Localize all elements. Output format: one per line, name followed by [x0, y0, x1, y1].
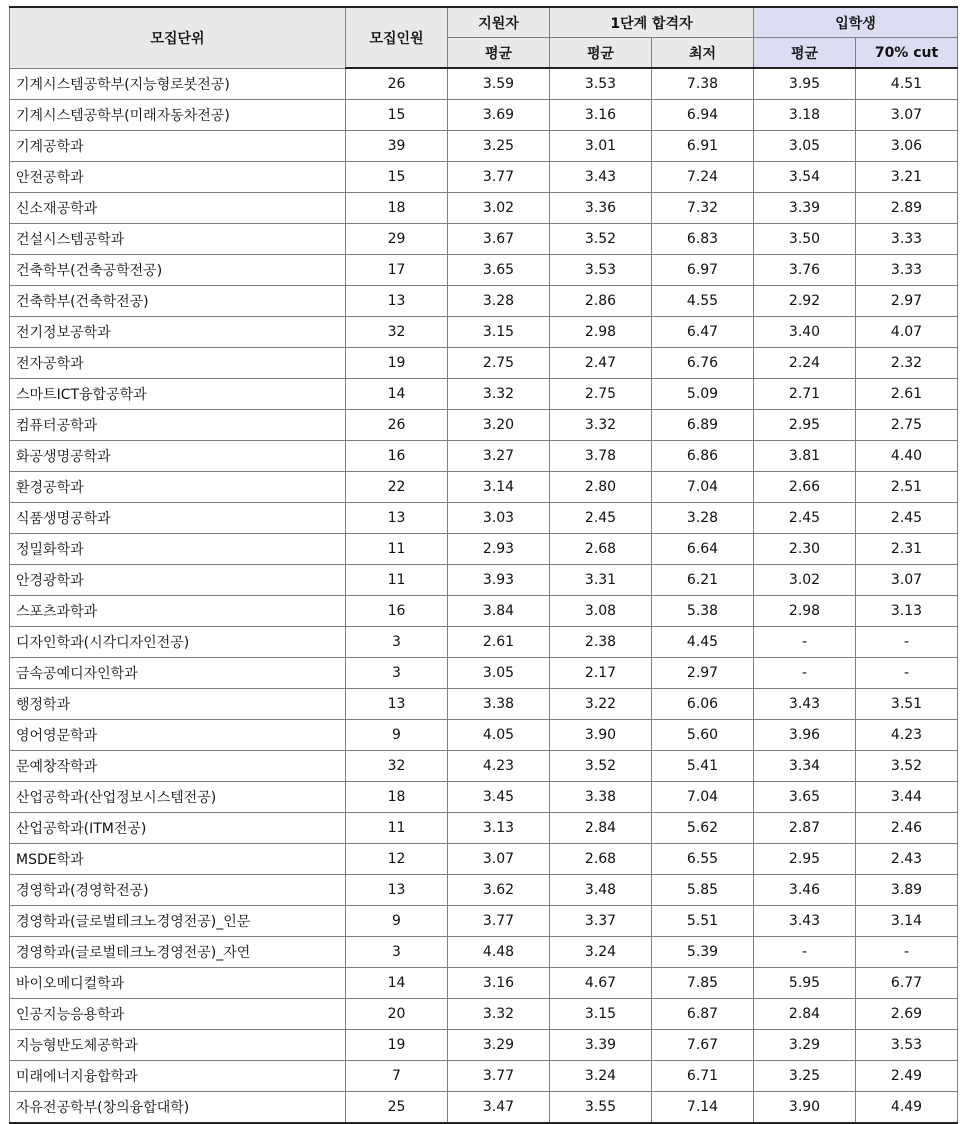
cell-first-stage-min: 7.04 — [652, 472, 754, 503]
cell-first-stage-min: 5.09 — [652, 379, 754, 410]
cell-unit: 건축학부(건축학전공) — [10, 286, 346, 317]
cell-first-stage-min: 6.47 — [652, 317, 754, 348]
cell-quota: 32 — [346, 751, 448, 782]
header-applicants: 지원자 — [448, 7, 550, 38]
table-row — [10, 596, 958, 627]
cell-entrants-avg: 3.29 — [754, 1030, 856, 1061]
cell-entrants-cut70: 6.77 — [856, 968, 958, 999]
cell-first-stage-min: 2.97 — [652, 658, 754, 689]
cell-quota: 3 — [346, 627, 448, 658]
cell-unit: 경영학과(경영학전공) — [10, 875, 346, 906]
cell-first-stage-min: 6.89 — [652, 410, 754, 441]
cell-first-stage-min: 6.76 — [652, 348, 754, 379]
cell-entrants-cut70: 3.44 — [856, 782, 958, 813]
cell-entrants-avg: 2.66 — [754, 472, 856, 503]
header-first-stage-min: 최저 — [652, 38, 754, 69]
table-row — [10, 503, 958, 534]
cell-entrants-avg: 3.50 — [754, 224, 856, 255]
cell-applicants-avg: 3.28 — [448, 286, 550, 317]
cell-first-stage-avg: 3.38 — [550, 782, 652, 813]
table-row — [10, 720, 958, 751]
cell-unit: 미래에너지융합학과 — [10, 1061, 346, 1092]
table-row — [10, 162, 958, 193]
cell-applicants-avg: 2.93 — [448, 534, 550, 565]
cell-first-stage-min: 7.04 — [652, 782, 754, 813]
cell-first-stage-min: 6.86 — [652, 441, 754, 472]
cell-entrants-avg: 3.95 — [754, 68, 856, 100]
cell-quota: 18 — [346, 782, 448, 813]
cell-applicants-avg: 4.48 — [448, 937, 550, 968]
cell-entrants-avg: 2.71 — [754, 379, 856, 410]
cell-entrants-avg: 2.98 — [754, 596, 856, 627]
cell-first-stage-min: 6.71 — [652, 1061, 754, 1092]
admissions-table-container — [9, 6, 957, 1124]
cell-quota: 11 — [346, 813, 448, 844]
cell-unit: 자유전공학부(창의융합대학) — [10, 1092, 346, 1124]
header-entrants-cut70: 70% cut — [856, 38, 958, 69]
cell-entrants-cut70: 3.13 — [856, 596, 958, 627]
cell-entrants-cut70: 2.46 — [856, 813, 958, 844]
table-row — [10, 131, 958, 162]
cell-entrants-avg: 2.24 — [754, 348, 856, 379]
cell-first-stage-avg: 3.53 — [550, 68, 652, 100]
cell-applicants-avg: 3.02 — [448, 193, 550, 224]
cell-applicants-avg: 3.67 — [448, 224, 550, 255]
cell-applicants-avg: 3.25 — [448, 131, 550, 162]
cell-entrants-cut70: 2.32 — [856, 348, 958, 379]
cell-first-stage-min: 7.24 — [652, 162, 754, 193]
cell-entrants-avg: 3.05 — [754, 131, 856, 162]
cell-first-stage-avg: 2.17 — [550, 658, 652, 689]
cell-unit: 환경공학과 — [10, 472, 346, 503]
cell-quota: 9 — [346, 906, 448, 937]
table-row — [10, 1061, 958, 1092]
cell-entrants-avg: 2.30 — [754, 534, 856, 565]
cell-quota: 26 — [346, 410, 448, 441]
cell-quota: 13 — [346, 503, 448, 534]
cell-first-stage-min: 7.14 — [652, 1092, 754, 1124]
cell-first-stage-avg: 2.84 — [550, 813, 652, 844]
cell-entrants-avg: 3.02 — [754, 565, 856, 596]
cell-first-stage-min: 7.32 — [652, 193, 754, 224]
cell-unit: 정밀화학과 — [10, 534, 346, 565]
table-row — [10, 627, 958, 658]
cell-applicants-avg: 3.93 — [448, 565, 550, 596]
cell-unit: MSDE학과 — [10, 844, 346, 875]
cell-first-stage-avg: 2.98 — [550, 317, 652, 348]
cell-unit: 인공지능응용학과 — [10, 999, 346, 1030]
cell-quota: 32 — [346, 317, 448, 348]
cell-first-stage-min: 5.85 — [652, 875, 754, 906]
cell-entrants-cut70: 4.51 — [856, 68, 958, 100]
cell-first-stage-avg: 3.43 — [550, 162, 652, 193]
cell-entrants-cut70: 3.33 — [856, 224, 958, 255]
cell-quota: 26 — [346, 68, 448, 100]
cell-unit: 안경광학과 — [10, 565, 346, 596]
cell-first-stage-avg: 3.52 — [550, 224, 652, 255]
cell-entrants-avg: 3.46 — [754, 875, 856, 906]
cell-quota: 16 — [346, 441, 448, 472]
cell-entrants-avg: - — [754, 937, 856, 968]
cell-entrants-avg: 2.95 — [754, 410, 856, 441]
table-row — [10, 348, 958, 379]
cell-first-stage-min: 7.85 — [652, 968, 754, 999]
cell-quota: 14 — [346, 968, 448, 999]
cell-unit: 지능형반도체공학과 — [10, 1030, 346, 1061]
cell-first-stage-avg: 3.24 — [550, 937, 652, 968]
cell-unit: 기계시스템공학부(미래자동차전공) — [10, 100, 346, 131]
cell-entrants-cut70: 3.33 — [856, 255, 958, 286]
cell-entrants-cut70: 2.45 — [856, 503, 958, 534]
cell-entrants-cut70: 2.89 — [856, 193, 958, 224]
cell-applicants-avg: 3.13 — [448, 813, 550, 844]
cell-entrants-avg: 2.92 — [754, 286, 856, 317]
cell-unit: 신소재공학과 — [10, 193, 346, 224]
cell-quota: 18 — [346, 193, 448, 224]
cell-applicants-avg: 3.14 — [448, 472, 550, 503]
cell-first-stage-avg: 2.75 — [550, 379, 652, 410]
cell-entrants-cut70: 4.40 — [856, 441, 958, 472]
cell-first-stage-min: 6.94 — [652, 100, 754, 131]
cell-first-stage-avg: 2.86 — [550, 286, 652, 317]
cell-quota: 3 — [346, 658, 448, 689]
cell-applicants-avg: 3.77 — [448, 1061, 550, 1092]
cell-entrants-avg: 3.40 — [754, 317, 856, 348]
cell-quota: 11 — [346, 565, 448, 596]
cell-first-stage-min: 5.41 — [652, 751, 754, 782]
cell-first-stage-avg: 3.90 — [550, 720, 652, 751]
cell-unit: 컴퓨터공학과 — [10, 410, 346, 441]
cell-entrants-avg: - — [754, 627, 856, 658]
cell-first-stage-avg: 3.78 — [550, 441, 652, 472]
cell-unit: 경영학과(글로벌테크노경영전공)_자연 — [10, 937, 346, 968]
cell-entrants-avg: 2.87 — [754, 813, 856, 844]
table-row — [10, 906, 958, 937]
cell-entrants-cut70: 3.53 — [856, 1030, 958, 1061]
cell-entrants-cut70: 2.31 — [856, 534, 958, 565]
cell-entrants-cut70: 2.49 — [856, 1061, 958, 1092]
cell-first-stage-min: 6.87 — [652, 999, 754, 1030]
cell-applicants-avg: 3.32 — [448, 999, 550, 1030]
table-header — [10, 7, 958, 68]
table-row — [10, 565, 958, 596]
cell-first-stage-min: 6.06 — [652, 689, 754, 720]
header-quota: 모집인원 — [346, 7, 448, 68]
cell-first-stage-avg: 3.55 — [550, 1092, 652, 1124]
cell-quota: 39 — [346, 131, 448, 162]
cell-first-stage-min: 4.55 — [652, 286, 754, 317]
cell-entrants-cut70: 3.21 — [856, 162, 958, 193]
cell-entrants-avg: 3.43 — [754, 906, 856, 937]
cell-first-stage-avg: 3.52 — [550, 751, 652, 782]
cell-unit: 문예창작학과 — [10, 751, 346, 782]
cell-first-stage-min: 5.60 — [652, 720, 754, 751]
cell-applicants-avg: 2.61 — [448, 627, 550, 658]
cell-entrants-cut70: 2.97 — [856, 286, 958, 317]
table-row — [10, 689, 958, 720]
cell-first-stage-avg: 3.22 — [550, 689, 652, 720]
table-row — [10, 286, 958, 317]
cell-applicants-avg: 3.77 — [448, 906, 550, 937]
cell-quota: 17 — [346, 255, 448, 286]
table-row — [10, 1092, 958, 1124]
table-body — [10, 68, 958, 1123]
cell-unit: 화공생명공학과 — [10, 441, 346, 472]
cell-entrants-avg: 3.43 — [754, 689, 856, 720]
cell-applicants-avg: 3.38 — [448, 689, 550, 720]
cell-applicants-avg: 3.20 — [448, 410, 550, 441]
table-row — [10, 317, 958, 348]
cell-quota: 15 — [346, 100, 448, 131]
cell-first-stage-avg: 3.31 — [550, 565, 652, 596]
cell-first-stage-avg: 2.80 — [550, 472, 652, 503]
cell-unit: 행정학과 — [10, 689, 346, 720]
cell-first-stage-avg: 2.47 — [550, 348, 652, 379]
table-row — [10, 441, 958, 472]
cell-first-stage-avg: 3.39 — [550, 1030, 652, 1061]
header-first-stage-avg: 평균 — [550, 38, 652, 69]
cell-entrants-avg: 2.84 — [754, 999, 856, 1030]
cell-entrants-avg: 3.65 — [754, 782, 856, 813]
cell-first-stage-min: 5.38 — [652, 596, 754, 627]
cell-unit: 디자인학과(시각디자인전공) — [10, 627, 346, 658]
cell-entrants-cut70: 3.89 — [856, 875, 958, 906]
cell-entrants-cut70: 4.07 — [856, 317, 958, 348]
cell-unit: 안전공학과 — [10, 162, 346, 193]
cell-entrants-avg: 3.39 — [754, 193, 856, 224]
header-entrants: 입학생 — [754, 7, 958, 38]
cell-applicants-avg: 3.69 — [448, 100, 550, 131]
cell-entrants-avg: 3.34 — [754, 751, 856, 782]
cell-entrants-cut70: 2.51 — [856, 472, 958, 503]
cell-entrants-avg: 2.95 — [754, 844, 856, 875]
cell-first-stage-min: 6.97 — [652, 255, 754, 286]
cell-entrants-avg: 2.45 — [754, 503, 856, 534]
table-row — [10, 472, 958, 503]
cell-first-stage-min: 5.39 — [652, 937, 754, 968]
cell-applicants-avg: 3.45 — [448, 782, 550, 813]
cell-applicants-avg: 3.62 — [448, 875, 550, 906]
cell-quota: 25 — [346, 1092, 448, 1124]
cell-entrants-avg: 3.18 — [754, 100, 856, 131]
cell-applicants-avg: 3.05 — [448, 658, 550, 689]
cell-entrants-cut70: - — [856, 937, 958, 968]
header-unit: 모집단위 — [10, 7, 346, 68]
cell-entrants-cut70: 2.43 — [856, 844, 958, 875]
cell-entrants-cut70: 3.06 — [856, 131, 958, 162]
cell-unit: 기계시스템공학부(지능형로봇전공) — [10, 68, 346, 100]
table-row — [10, 782, 958, 813]
cell-entrants-avg: 3.54 — [754, 162, 856, 193]
cell-quota: 16 — [346, 596, 448, 627]
cell-first-stage-min: 6.21 — [652, 565, 754, 596]
cell-quota: 14 — [346, 379, 448, 410]
cell-quota: 11 — [346, 534, 448, 565]
cell-applicants-avg: 3.77 — [448, 162, 550, 193]
cell-unit: 기계공학과 — [10, 131, 346, 162]
cell-unit: 금속공예디자인학과 — [10, 658, 346, 689]
cell-applicants-avg: 3.15 — [448, 317, 550, 348]
cell-first-stage-avg: 3.48 — [550, 875, 652, 906]
cell-quota: 13 — [346, 286, 448, 317]
cell-applicants-avg: 3.27 — [448, 441, 550, 472]
cell-quota: 13 — [346, 875, 448, 906]
cell-first-stage-avg: 2.45 — [550, 503, 652, 534]
table-row — [10, 813, 958, 844]
cell-applicants-avg: 3.32 — [448, 379, 550, 410]
cell-applicants-avg: 3.03 — [448, 503, 550, 534]
cell-unit: 전기정보공학과 — [10, 317, 346, 348]
cell-first-stage-avg: 3.32 — [550, 410, 652, 441]
cell-entrants-cut70: 3.14 — [856, 906, 958, 937]
cell-unit: 건설시스템공학과 — [10, 224, 346, 255]
cell-first-stage-min: 6.55 — [652, 844, 754, 875]
header-entrants-avg: 평균 — [754, 38, 856, 69]
cell-unit: 건축학부(건축공학전공) — [10, 255, 346, 286]
cell-entrants-cut70: - — [856, 627, 958, 658]
cell-applicants-avg: 3.07 — [448, 844, 550, 875]
cell-first-stage-avg: 2.68 — [550, 534, 652, 565]
cell-entrants-avg: - — [754, 658, 856, 689]
table-row — [10, 68, 958, 100]
cell-first-stage-avg: 2.68 — [550, 844, 652, 875]
cell-unit: 스마트ICT융합공학과 — [10, 379, 346, 410]
cell-quota: 7 — [346, 1061, 448, 1092]
cell-quota: 19 — [346, 348, 448, 379]
cell-first-stage-avg: 3.36 — [550, 193, 652, 224]
table-row — [10, 844, 958, 875]
cell-quota: 29 — [346, 224, 448, 255]
cell-first-stage-min: 6.91 — [652, 131, 754, 162]
cell-first-stage-avg: 3.16 — [550, 100, 652, 131]
cell-entrants-cut70: 2.69 — [856, 999, 958, 1030]
header-applicants-avg: 평균 — [448, 38, 550, 69]
cell-quota: 13 — [346, 689, 448, 720]
table-row — [10, 410, 958, 441]
table-row — [10, 1030, 958, 1061]
table-row — [10, 224, 958, 255]
table-row — [10, 255, 958, 286]
cell-entrants-cut70: 3.07 — [856, 565, 958, 596]
cell-entrants-cut70: 4.23 — [856, 720, 958, 751]
cell-entrants-cut70: - — [856, 658, 958, 689]
cell-applicants-avg: 3.65 — [448, 255, 550, 286]
cell-unit: 산업공학과(ITM전공) — [10, 813, 346, 844]
table-row — [10, 100, 958, 131]
cell-unit: 스포츠과학과 — [10, 596, 346, 627]
cell-entrants-cut70: 2.61 — [856, 379, 958, 410]
cell-quota: 3 — [346, 937, 448, 968]
cell-applicants-avg: 3.16 — [448, 968, 550, 999]
table-row — [10, 193, 958, 224]
cell-unit: 산업공학과(산업정보시스템전공) — [10, 782, 346, 813]
table-row — [10, 658, 958, 689]
cell-quota: 20 — [346, 999, 448, 1030]
cell-quota: 22 — [346, 472, 448, 503]
cell-applicants-avg: 3.84 — [448, 596, 550, 627]
cell-applicants-avg: 4.23 — [448, 751, 550, 782]
cell-first-stage-min: 5.62 — [652, 813, 754, 844]
cell-first-stage-min: 3.28 — [652, 503, 754, 534]
cell-first-stage-avg: 3.53 — [550, 255, 652, 286]
cell-first-stage-min: 6.64 — [652, 534, 754, 565]
cell-applicants-avg: 4.05 — [448, 720, 550, 751]
cell-first-stage-min: 5.51 — [652, 906, 754, 937]
cell-first-stage-min: 7.38 — [652, 68, 754, 100]
cell-first-stage-min: 6.83 — [652, 224, 754, 255]
cell-entrants-cut70: 3.07 — [856, 100, 958, 131]
cell-first-stage-min: 7.67 — [652, 1030, 754, 1061]
cell-first-stage-avg: 3.15 — [550, 999, 652, 1030]
cell-unit: 식품생명공학과 — [10, 503, 346, 534]
cell-entrants-avg: 3.96 — [754, 720, 856, 751]
cell-unit: 바이오메디컬학과 — [10, 968, 346, 999]
cell-first-stage-min: 4.45 — [652, 627, 754, 658]
cell-quota: 19 — [346, 1030, 448, 1061]
cell-entrants-avg: 3.76 — [754, 255, 856, 286]
header-first-stage: 1단계 합격자 — [550, 7, 754, 38]
table-row — [10, 534, 958, 565]
table-row — [10, 379, 958, 410]
cell-unit: 경영학과(글로벌테크노경영전공)_인문 — [10, 906, 346, 937]
cell-first-stage-avg: 3.37 — [550, 906, 652, 937]
admissions-table — [9, 6, 958, 1124]
cell-entrants-avg: 3.25 — [754, 1061, 856, 1092]
table-row — [10, 875, 958, 906]
cell-applicants-avg: 3.29 — [448, 1030, 550, 1061]
cell-entrants-avg: 3.81 — [754, 441, 856, 472]
cell-entrants-cut70: 4.49 — [856, 1092, 958, 1124]
cell-entrants-avg: 5.95 — [754, 968, 856, 999]
table-row — [10, 751, 958, 782]
cell-first-stage-avg: 2.38 — [550, 627, 652, 658]
cell-unit: 전자공학과 — [10, 348, 346, 379]
cell-applicants-avg: 3.59 — [448, 68, 550, 100]
cell-applicants-avg: 3.47 — [448, 1092, 550, 1124]
table-row — [10, 937, 958, 968]
cell-applicants-avg: 2.75 — [448, 348, 550, 379]
cell-entrants-cut70: 2.75 — [856, 410, 958, 441]
table-row — [10, 999, 958, 1030]
cell-first-stage-avg: 4.67 — [550, 968, 652, 999]
cell-unit: 영어영문학과 — [10, 720, 346, 751]
cell-entrants-cut70: 3.51 — [856, 689, 958, 720]
cell-quota: 9 — [346, 720, 448, 751]
cell-first-stage-avg: 3.01 — [550, 131, 652, 162]
cell-quota: 15 — [346, 162, 448, 193]
cell-entrants-avg: 3.90 — [754, 1092, 856, 1124]
table-row — [10, 968, 958, 999]
cell-first-stage-avg: 3.08 — [550, 596, 652, 627]
cell-first-stage-avg: 3.24 — [550, 1061, 652, 1092]
header-row-top — [10, 7, 958, 38]
cell-entrants-cut70: 3.52 — [856, 751, 958, 782]
cell-quota: 12 — [346, 844, 448, 875]
